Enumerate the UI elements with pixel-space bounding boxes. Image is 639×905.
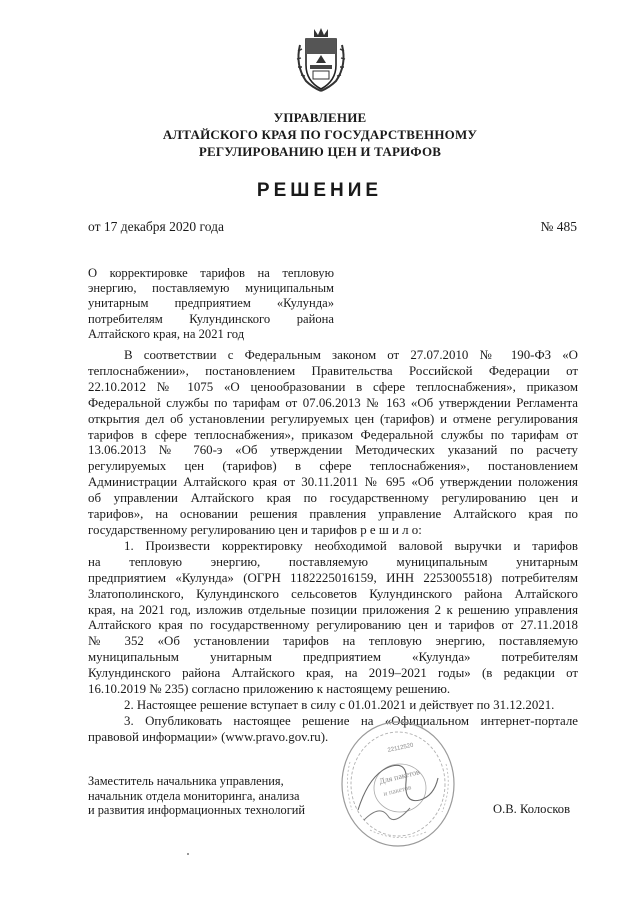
body-line: В соответствии с Федеральным законом от 27.07.2010 № 190-ФЗ «О (124, 348, 578, 362)
stamp-text-bottom: и пакетов (382, 783, 413, 798)
body-line: теплоснабжении», постановлением Правительства Российской Федерации от (88, 363, 578, 378)
signer-line-1: Заместитель начальника управления, (88, 774, 284, 788)
body-line: Администрации Алтайского края от 30.11.2011 № 695 «Об утверждении положения (88, 475, 578, 490)
body-line: 13.06.2013 № 760-э «Об утверждении Методических указаний по расчету (88, 443, 578, 458)
document-number: № 485 (540, 219, 577, 234)
body-line: края, на 2021 год, изложив отдельные позиции приложения 2 к решению управления (88, 602, 578, 617)
body-line: предприятием «Кулунда» (ОГРН 1182225016159, ИНН 2253005518) потребителям (88, 570, 578, 585)
altai-krai-coat-of-arms-icon (292, 25, 350, 95)
body-line: на тепловую энергию, поставляемую муниципальным унитарным (88, 554, 578, 569)
body-line: 1. Произвести корректировку необходимой валовой выручки и тарифов (124, 538, 578, 553)
body-line: тарифов», на основании решения правления управление Алтайского края по (88, 507, 578, 522)
body-line: открытия дел об установлении регулируемых цен (тарифов) и отмене регулирования (88, 411, 578, 426)
subject-line: энергию, поставляемую муниципальным (88, 281, 334, 296)
body-line: Алтайского края по государственному регулированию цен и тарифов от 27.11.2018 (88, 618, 578, 633)
stamp-text-middle: Для пакетов (378, 767, 421, 786)
body-line: муниципальным унитарным предприятием «Кулунда» потребителям (88, 650, 578, 665)
document-type-title: РЕШЕНИЕ (256, 180, 383, 201)
body-line: № 352 «Об установлении тарифов на тепловую энергию, поставляемую (88, 634, 578, 649)
subject-line: Алтайского края, на 2021 год (88, 326, 245, 341)
body-line: 16.10.2019 № 235) согласно приложению к настоящему решению. (88, 682, 451, 697)
stamp-text-top: 22112520 (387, 742, 415, 754)
document-body (88, 348, 578, 746)
signer-title (88, 774, 348, 818)
signer-line-2: начальник отдела мониторинга, анализа (88, 788, 300, 803)
page-dot (187, 853, 189, 855)
organization-line-1: УПРАВЛЕНИЕ (273, 110, 367, 125)
body-line: тарифов в сфере теплоснабжения», приказом Федеральной службы по тарифам от (88, 427, 578, 442)
body-line: 22.10.2012 № 1075 «О ценообразовании в сфере теплоснабжения», приказом (88, 379, 578, 394)
organization-heading (80, 109, 560, 160)
subject-line: О корректировке тарифов на тепловую (88, 266, 334, 280)
subject-line: потребителям Кулундинского района (88, 311, 334, 326)
document-subject (88, 266, 334, 342)
body-line: об управлении Алтайского края по государственному регулированию цен и (88, 491, 578, 506)
organization-line-3: РЕГУЛИРОВАНИЮ ЦЕН И ТАРИФОВ (198, 144, 442, 159)
body-line: Федеральной службы по тарифам от 07.06.2013 № 163 «Об утверждении Регламента (88, 395, 578, 410)
body-line: 2. Настоящее решение вступает в силу с 01.01.2021 и действует по 31.12.2021. (124, 697, 555, 712)
subject-line: унитарным предприятием «Кулунда» (88, 296, 334, 311)
body-line: Кулундинского района Алтайского края, на 2019–2021 годы» (в редакции от (88, 666, 578, 681)
signer-name: О.В. Колосков (493, 802, 571, 816)
body-line: государственному регулированию цен и тарифов р е ш и л о: (88, 522, 422, 537)
document-date: от 17 декабря 2020 года (88, 219, 224, 234)
body-line: правовой информации» (www.pravo.gov.ru). (88, 729, 329, 744)
body-line: Златополинского, Кулундинского сельсоветов Кулундинского района Алтайского (88, 586, 578, 601)
round-seal-stamp-icon (330, 712, 460, 852)
organization-line-2: АЛТАЙСКОГО КРАЯ ПО ГОСУДАРСТВЕННОМУ (162, 127, 478, 142)
body-line: 3. Опубликовать настоящее решение на «Официальном интернет-портале (124, 713, 578, 728)
signer-line-3: и развития информационных технологий (88, 803, 306, 818)
body-line: регулируемых цен (тарифов) в сфере теплоснабжения», постановлением (88, 459, 578, 474)
